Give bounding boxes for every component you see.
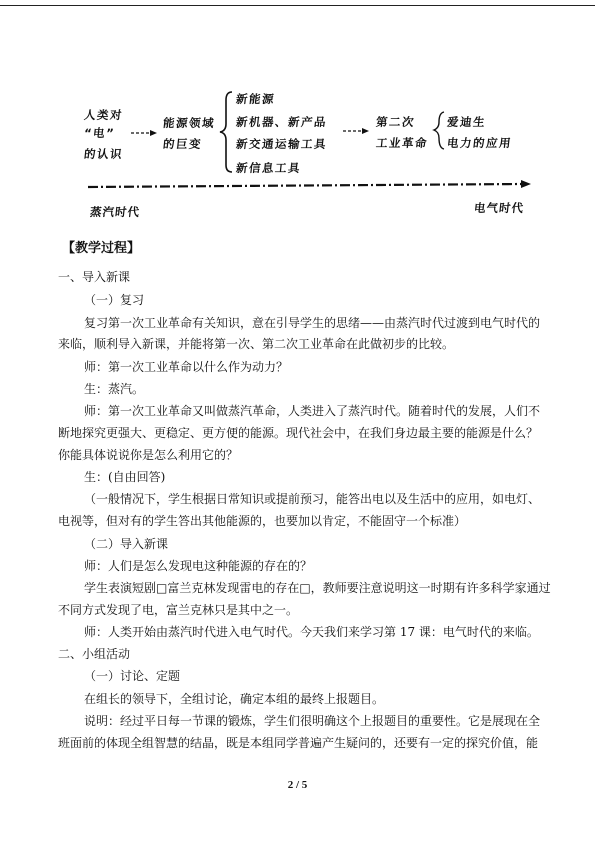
diagram-node-second-revolution-line2: 工业革命 (375, 136, 429, 150)
diagram-node-electric-application: 电力的应用 (446, 136, 513, 150)
text-line: 断地探究更强大、更稳定、更方便的能源。现代社会中，在我们身边最主要的能源是什么？ (58, 426, 539, 440)
era-steam-label: 蒸汽时代 (89, 205, 141, 219)
node1-line-1: 人类对 (83, 108, 124, 122)
node1-line-3: 的认识 (83, 147, 124, 161)
diagram-branch-new-energy: 新能源 (235, 92, 276, 106)
diagram-branch-new-info: 新信息工具 (235, 161, 302, 175)
concept-diagram (0, 0, 595, 230)
text-line: 你能具体说说你是怎么利用它的？ (58, 448, 239, 462)
text-line: 生：(自由回答) (84, 470, 166, 484)
text-line: 师：人们是怎么发现电这种能源的存在的？ (84, 559, 313, 573)
node2-line-2: 的巨变 (162, 137, 203, 151)
arrow-head-1 (150, 130, 157, 136)
brace-small (434, 112, 444, 149)
text-line: 电视等，但对有的学生答出其他能源的，也要加以肯定，不能固守一个标准） (58, 514, 467, 528)
text-line: 一、导入新课 (58, 270, 131, 284)
text-line: 说明：经过平日每一节课的锻炼，学生们很明确这个上报题目的重要性。它是展现在全 (84, 714, 541, 728)
text-line: 二、小组活动 (58, 647, 131, 661)
text-line: 师：人类开始由蒸汽时代进入电气时代。今天我们来学习第 17 课：电气时代的来临。 (84, 625, 539, 639)
arrow-head-2 (362, 128, 369, 134)
text-line: 班面前的体现全组智慧的结晶，既是本组同学普遍产生疑问的，还要有一定的探究价值，能 (58, 736, 539, 750)
text-line: 学生表演短剧□富兰克林发现雷电的存在□，教师要注意说明这一时期有许多科学家通过 (84, 581, 551, 595)
text-line: 师：第一次工业革命又叫做蒸汽革命，人类进入了蒸汽时代。随着时代的发展，人们不 (84, 404, 541, 418)
text-line: （一般情况下，学生根据日常知识或提前预习，能答出电以及生活中的应用，如电灯、 (84, 492, 541, 506)
text-line: （一）复习 (84, 293, 145, 307)
era-electric-label: 电气时代 (473, 201, 525, 215)
brace (220, 92, 232, 172)
text-line: 复习第一次工业革命有关知识，意在引导学生的思绪——由蒸汽时代过渡到电气时代的 (84, 316, 541, 330)
text-line: 不同方式发现了电，富兰克林只是其中之一。 (58, 603, 299, 617)
section-heading: 【教学过程】 (62, 241, 141, 256)
timeline-line (88, 184, 522, 187)
timeline-arrow-head (521, 180, 531, 188)
diagram-node-edison: 爱迪生 (446, 115, 487, 129)
page-number: 2 / 5 (287, 779, 308, 791)
text-line: （一）讨论、定题 (84, 669, 181, 683)
diagram-branch-new-machines: 新机器、新产品 (235, 115, 328, 129)
text-line: 师：第一次工业革命以什么作为动力？ (84, 360, 289, 374)
text-line: 生：蒸汽。 (84, 382, 145, 396)
text-line: （二）导入新课 (84, 537, 169, 551)
diagram-node-second-revolution: 第二次 (375, 115, 416, 129)
node2-line-1: 能源领域 (162, 116, 216, 130)
text-line: 来临，顺利导入新课，并能将第一次、第二次工业革命在此做初步的比较。 (58, 337, 455, 351)
diagram-strokes (0, 0, 595, 230)
node1-line-2: “电” (83, 126, 116, 140)
diagram-branch-new-transport: 新交通运输工具 (235, 137, 328, 151)
text-line: 在组长的领导下，全组讨论，确定本组的最终上报题目。 (84, 692, 385, 706)
